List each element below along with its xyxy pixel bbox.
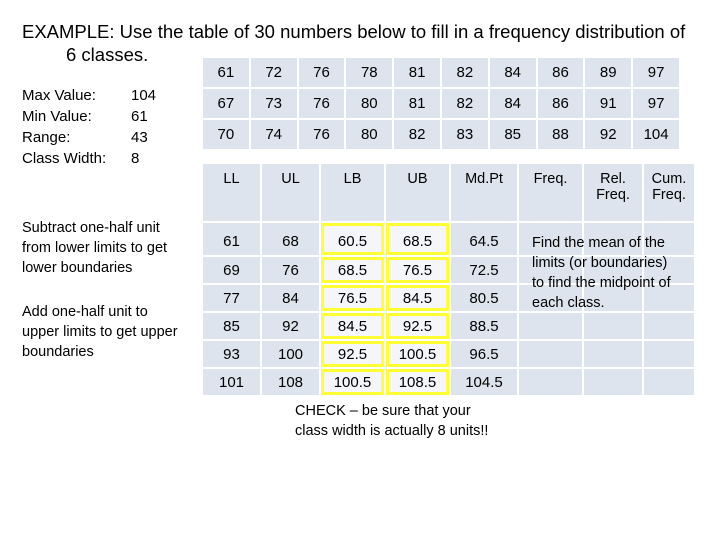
header-lb: LB bbox=[320, 163, 385, 222]
number-cell: 86 bbox=[537, 57, 585, 88]
ll-cell: 61 bbox=[202, 222, 261, 256]
cum-freq-cell bbox=[643, 312, 695, 340]
midpoint-cell: 88.5 bbox=[450, 312, 518, 340]
freq-cell bbox=[518, 312, 583, 340]
ll-cell: 93 bbox=[202, 340, 261, 368]
number-cell: 82 bbox=[441, 88, 489, 119]
min-value: 61 bbox=[131, 108, 148, 125]
number-cell: 84 bbox=[489, 57, 537, 88]
freq-cell bbox=[518, 368, 583, 396]
number-cell: 85 bbox=[489, 119, 537, 150]
lower-boundary-note: Subtract one-half unit from lower limits to get lower boundaries bbox=[22, 220, 168, 276]
range-label: Range: bbox=[22, 129, 71, 146]
number-cell: 89 bbox=[584, 57, 632, 88]
number-cell: 92 bbox=[584, 119, 632, 150]
number-cell: 61 bbox=[202, 57, 250, 88]
number-cell: 81 bbox=[393, 57, 441, 88]
ub-cell: 84.5 bbox=[385, 284, 450, 312]
width-value: 8 bbox=[131, 150, 140, 167]
number-cell: 78 bbox=[345, 57, 393, 88]
numbers-row bbox=[202, 88, 680, 119]
ll-cell: 101 bbox=[202, 368, 261, 396]
cum-freq-cell bbox=[643, 340, 695, 368]
header-ul: UL bbox=[261, 163, 320, 222]
number-cell: 97 bbox=[632, 57, 680, 88]
number-cell: 88 bbox=[537, 119, 585, 150]
upper-boundary-note: Add one-half unit to upper limits to get upper boundaries bbox=[22, 304, 178, 360]
midpoint-cell: 64.5 bbox=[450, 222, 518, 256]
ul-cell: 76 bbox=[261, 256, 320, 284]
number-cell: 80 bbox=[345, 119, 393, 150]
frequency-header-row bbox=[202, 163, 695, 222]
ub-cell: 76.5 bbox=[385, 256, 450, 284]
table-row bbox=[202, 312, 695, 340]
midpoint-cell: 104.5 bbox=[450, 368, 518, 396]
lb-cell: 68.5 bbox=[320, 256, 385, 284]
ub-cell: 100.5 bbox=[385, 340, 450, 368]
max-label: Max Value: bbox=[22, 87, 96, 104]
header-ll: LL bbox=[202, 163, 261, 222]
stats-labels bbox=[22, 85, 106, 169]
number-cell: 67 bbox=[202, 88, 250, 119]
number-cell: 82 bbox=[441, 57, 489, 88]
header-cum-freq: Cum. Freq. bbox=[643, 163, 695, 222]
lb-cell: 76.5 bbox=[320, 284, 385, 312]
ll-cell: 69 bbox=[202, 256, 261, 284]
title-line-2: 6 classes. bbox=[66, 44, 149, 65]
number-cell: 83 bbox=[441, 119, 489, 150]
numbers-row bbox=[202, 119, 680, 150]
number-cell: 84 bbox=[489, 88, 537, 119]
number-cell: 72 bbox=[250, 57, 298, 88]
number-cell: 74 bbox=[250, 119, 298, 150]
ul-cell: 84 bbox=[261, 284, 320, 312]
table-row bbox=[202, 340, 695, 368]
number-cell: 81 bbox=[393, 88, 441, 119]
rel-freq-cell bbox=[583, 340, 643, 368]
check-note: CHECK – be sure that your class width is actually 8 units!! bbox=[295, 403, 489, 439]
lb-cell: 60.5 bbox=[320, 222, 385, 256]
table-row bbox=[202, 368, 695, 396]
number-cell: 73 bbox=[250, 88, 298, 119]
ul-cell: 68 bbox=[261, 222, 320, 256]
ll-cell: 77 bbox=[202, 284, 261, 312]
ll-cell: 85 bbox=[202, 312, 261, 340]
ub-cell: 92.5 bbox=[385, 312, 450, 340]
header-midpoint: Md.Pt bbox=[450, 163, 518, 222]
number-cell: 76 bbox=[298, 88, 346, 119]
max-value: 104 bbox=[131, 87, 157, 104]
header-rel-freq: Rel. Freq. bbox=[583, 163, 643, 222]
numbers-table bbox=[201, 56, 681, 151]
number-cell: 76 bbox=[298, 119, 346, 150]
stats-values bbox=[131, 85, 156, 169]
ul-cell: 100 bbox=[261, 340, 320, 368]
numbers-row bbox=[202, 57, 680, 88]
midpoint-note: Find the mean of the limits (or boundaries) to find the midpoint of each class. bbox=[532, 235, 671, 311]
lb-cell: 84.5 bbox=[320, 312, 385, 340]
ub-cell: 68.5 bbox=[385, 222, 450, 256]
midpoint-cell: 96.5 bbox=[450, 340, 518, 368]
number-cell: 91 bbox=[584, 88, 632, 119]
rel-freq-cell bbox=[583, 312, 643, 340]
freq-cell bbox=[518, 340, 583, 368]
lb-cell: 92.5 bbox=[320, 340, 385, 368]
min-label: Min Value: bbox=[22, 108, 92, 125]
number-cell: 104 bbox=[632, 119, 680, 150]
ub-cell: 108.5 bbox=[385, 368, 450, 396]
lb-cell: 100.5 bbox=[320, 368, 385, 396]
number-cell: 97 bbox=[632, 88, 680, 119]
range-value: 43 bbox=[131, 129, 148, 146]
header-freq: Freq. bbox=[518, 163, 583, 222]
midpoint-cell: 72.5 bbox=[450, 256, 518, 284]
ul-cell: 108 bbox=[261, 368, 320, 396]
midpoint-cell: 80.5 bbox=[450, 284, 518, 312]
number-cell: 76 bbox=[298, 57, 346, 88]
header-ub: UB bbox=[385, 163, 450, 222]
number-cell: 86 bbox=[537, 88, 585, 119]
number-cell: 82 bbox=[393, 119, 441, 150]
cum-freq-cell bbox=[643, 368, 695, 396]
ul-cell: 92 bbox=[261, 312, 320, 340]
number-cell: 70 bbox=[202, 119, 250, 150]
number-cell: 80 bbox=[345, 88, 393, 119]
width-label: Class Width: bbox=[22, 150, 107, 167]
title-line-1: EXAMPLE: Use the table of 30 numbers below to fill in a frequency distribution of bbox=[22, 21, 686, 42]
rel-freq-cell bbox=[583, 368, 643, 396]
